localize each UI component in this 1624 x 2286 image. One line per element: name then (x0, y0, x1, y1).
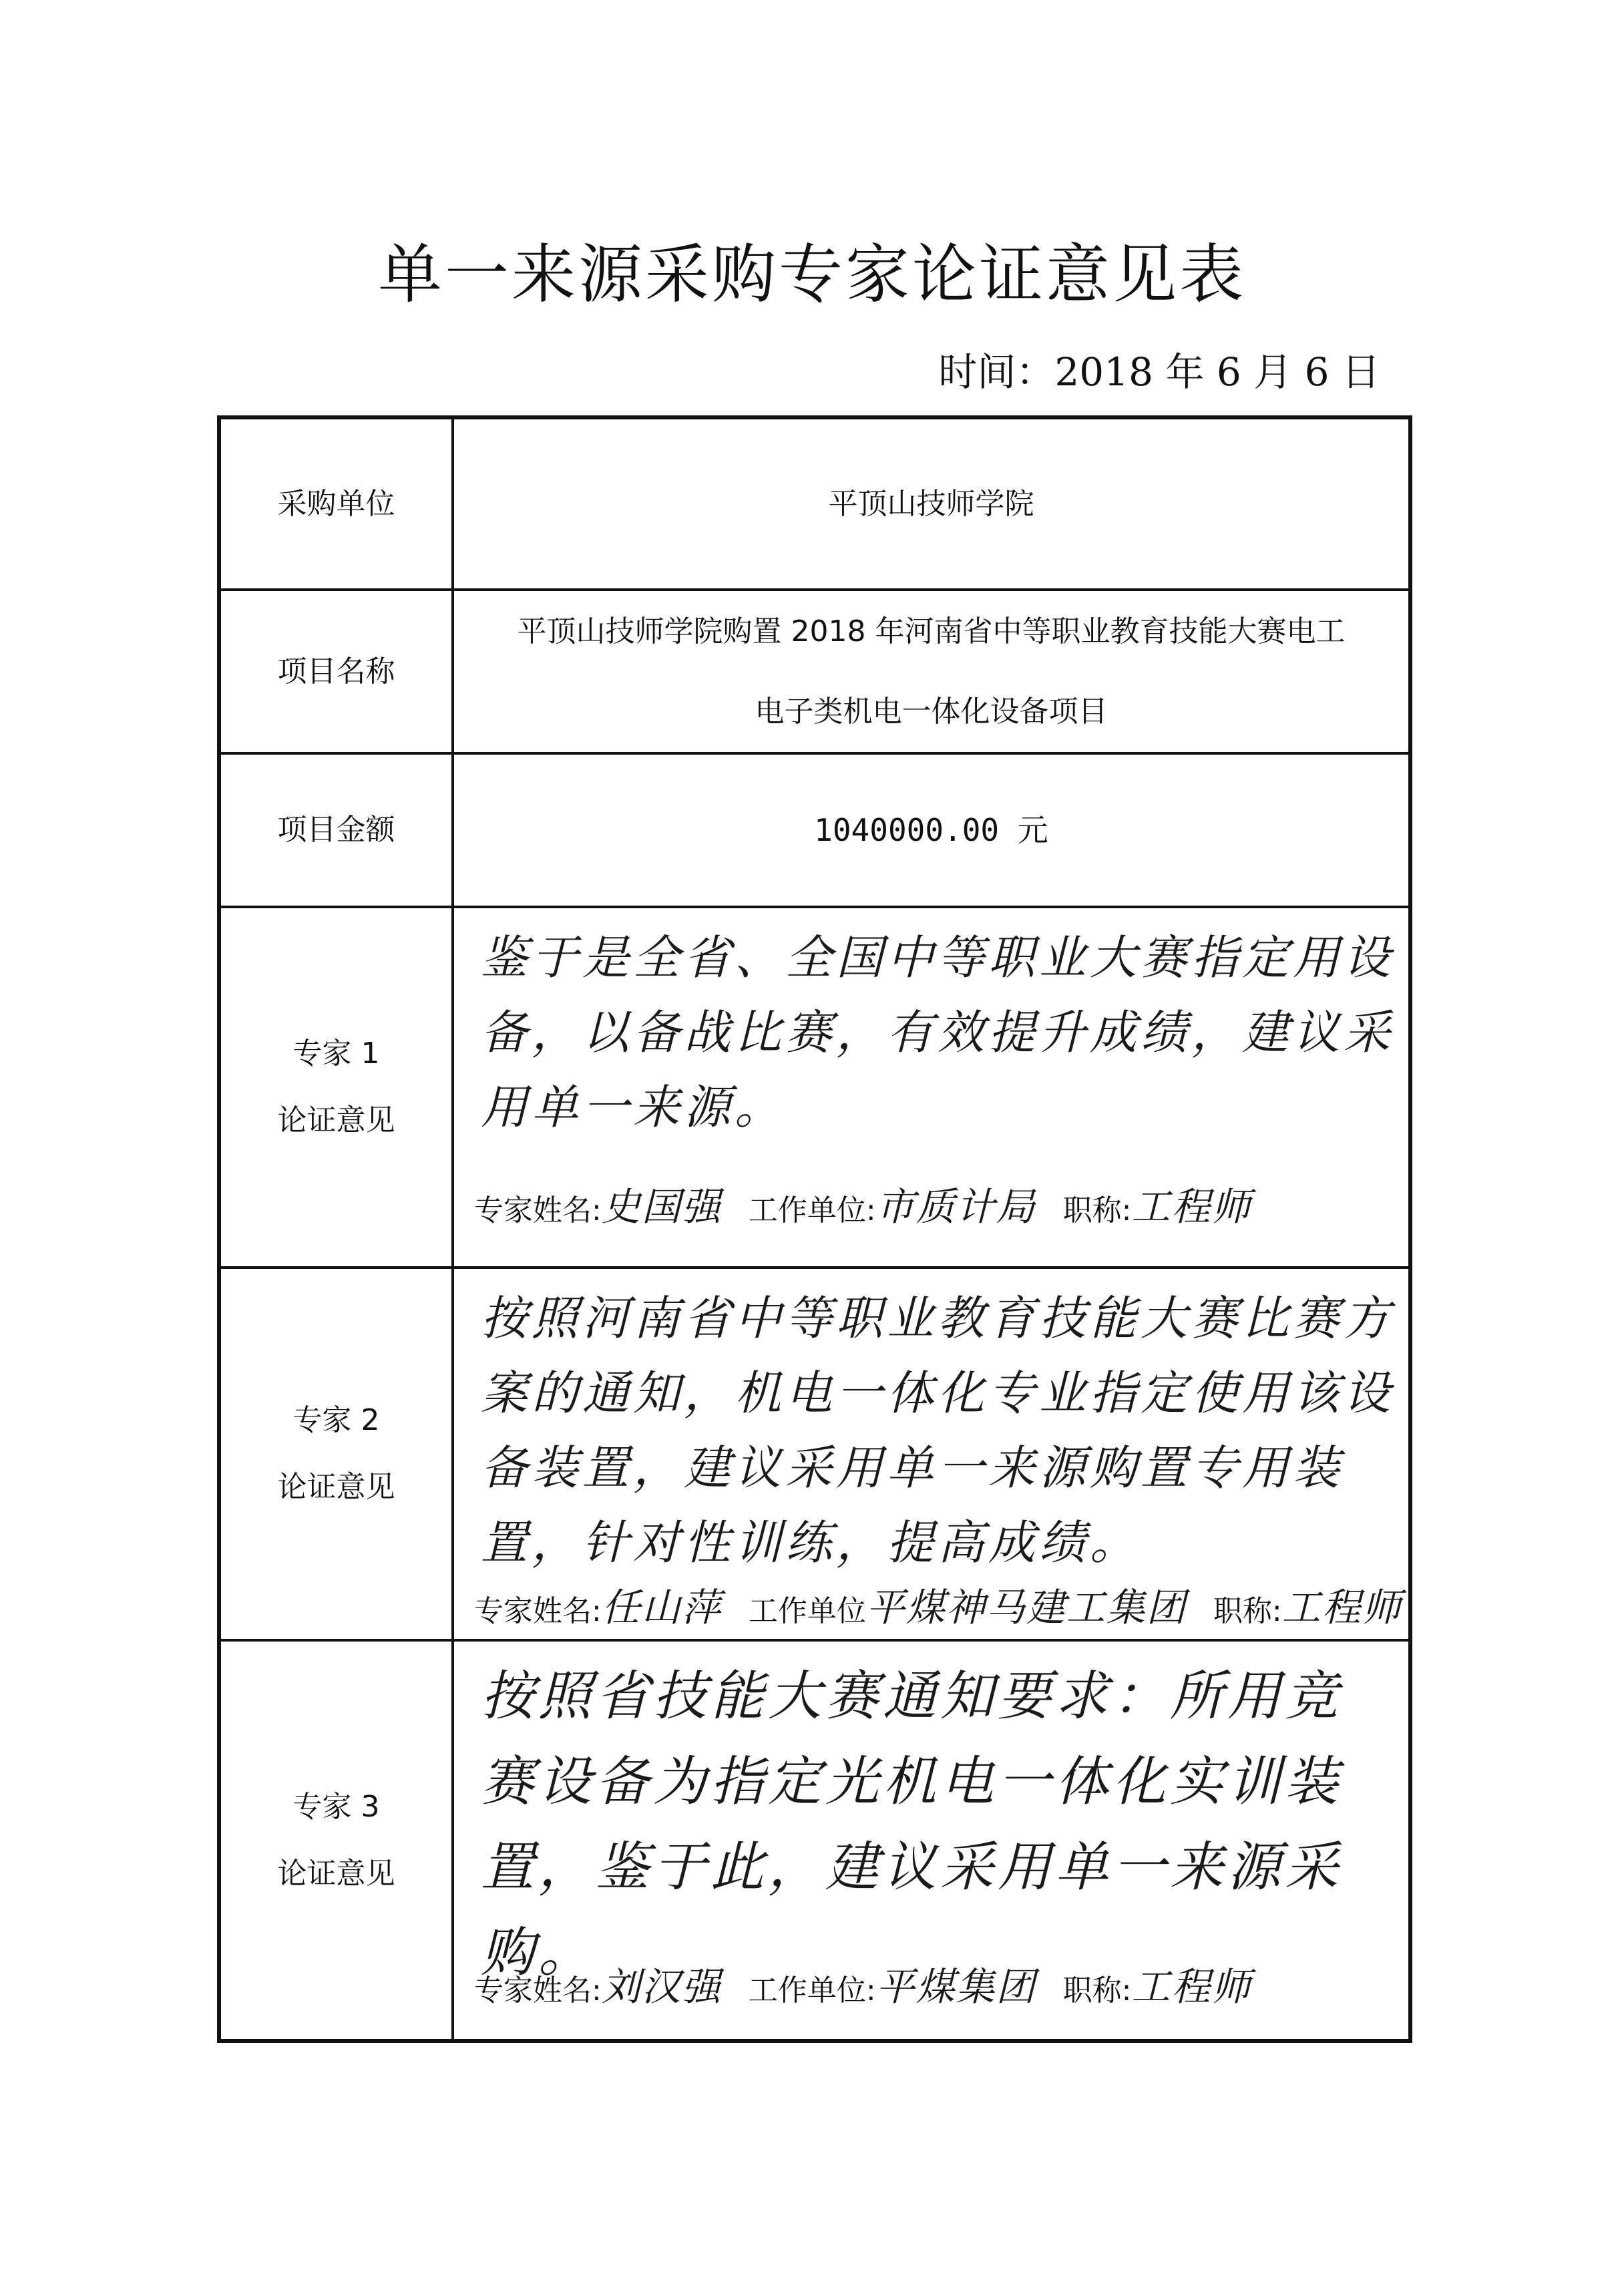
project-name-label: 项目名称 (219, 590, 453, 753)
expert-3-name: 刘汉强 (601, 1964, 722, 2010)
project-name-line-2: 电子类机电一体化设备项目 (755, 694, 1108, 729)
expert-3-label (219, 1640, 453, 2041)
purchaser-label: 采购单位 (219, 417, 453, 590)
expert-3-name-label: 专家姓名: (474, 1973, 602, 2008)
expert-3-signature-row (474, 1955, 1395, 2012)
document-title: 单一来源采购专家论证意见表 (378, 237, 1246, 312)
expert-3-title-label: 职称: (1062, 1973, 1132, 2008)
row-amount (219, 753, 1410, 907)
expert-1-label (219, 907, 453, 1268)
row-project-name (219, 590, 1410, 753)
expert-1-opinion: 鉴于是全省、全国中等职业大赛指定用设备，以备战比赛，有效提升成绩，建议采用单一来源。 (481, 930, 1394, 1135)
expert-1-opinion-cell (453, 907, 1410, 1268)
expert-3-unit: 平煤集团 (875, 1964, 1036, 2010)
expert-2-opinion-cell (453, 1268, 1410, 1640)
expert-1-signature-row (474, 1175, 1395, 1231)
expert-1-title-label: 职称: (1062, 1193, 1132, 1227)
expert-1-unit-label: 工作单位: (748, 1193, 876, 1227)
date-value: 2018 年 6 月 6 日 (1054, 349, 1380, 395)
expert-2-unit: 平煤神马建工集团 (865, 1585, 1187, 1630)
expert-3-unit-label: 工作单位: (748, 1973, 876, 2008)
row-expert-2 (219, 1268, 1410, 1640)
row-expert-3 (219, 1640, 1410, 2041)
project-name-line-1: 平顶山技师学院购置 2018 年河南省中等职业教育技能大赛电工 (517, 614, 1346, 648)
expert-3-label-line-1: 专家 3 (292, 1789, 380, 1824)
expert-3-label-line-2: 论证意见 (277, 1856, 395, 1891)
expert-2-label-line-2: 论证意见 (277, 1470, 395, 1504)
purchaser-value: 平顶山技师学院 (453, 417, 1410, 590)
row-expert-1 (219, 907, 1410, 1268)
expert-2-opinion: 按照河南省中等职业教育技能大赛比赛方案的通知，机电一体化专业指定使用该设备装置，建议采用单一来源购置专用装置，针对性训练，提高成绩。 (481, 1291, 1394, 1570)
expert-2-title-label: 职称: (1213, 1594, 1282, 1628)
expert-2-name: 任山萍 (601, 1585, 722, 1630)
expert-2-signature-row (474, 1576, 1402, 1632)
amount-value: 1040000.00 元 (453, 753, 1410, 907)
expert-2-name-label: 专家姓名: (474, 1594, 602, 1628)
row-purchaser (219, 417, 1410, 590)
expert-3-title: 工程师 (1131, 1964, 1252, 2010)
expert-1-unit: 市质计局 (875, 1184, 1036, 1229)
amount-label: 项目金额 (219, 753, 453, 907)
expert-1-label-line-2: 论证意见 (277, 1103, 395, 1137)
expert-3-opinion-cell (453, 1640, 1410, 2041)
expert-3-opinion: 按照省技能大赛通知要求：所用竞赛设备为指定光机电一体化实训装置，鉴于此，建议采用单一来源采购。 (481, 1665, 1342, 1983)
opinion-form-table (217, 415, 1412, 2043)
date-row (938, 341, 1380, 397)
expert-1-label-line-1: 专家 1 (292, 1036, 380, 1071)
expert-2-title: 工程师 (1281, 1585, 1402, 1630)
expert-2-label-line-1: 专家 2 (292, 1403, 380, 1437)
expert-1-name-label: 专家姓名: (474, 1193, 602, 1227)
expert-1-name: 史国强 (601, 1184, 722, 1229)
project-name-value (453, 590, 1410, 753)
expert-2-unit-label: 工作单位 (748, 1594, 866, 1628)
expert-2-label (219, 1268, 453, 1640)
date-label: 时间： (938, 349, 1055, 395)
expert-1-title: 工程师 (1131, 1184, 1252, 1229)
